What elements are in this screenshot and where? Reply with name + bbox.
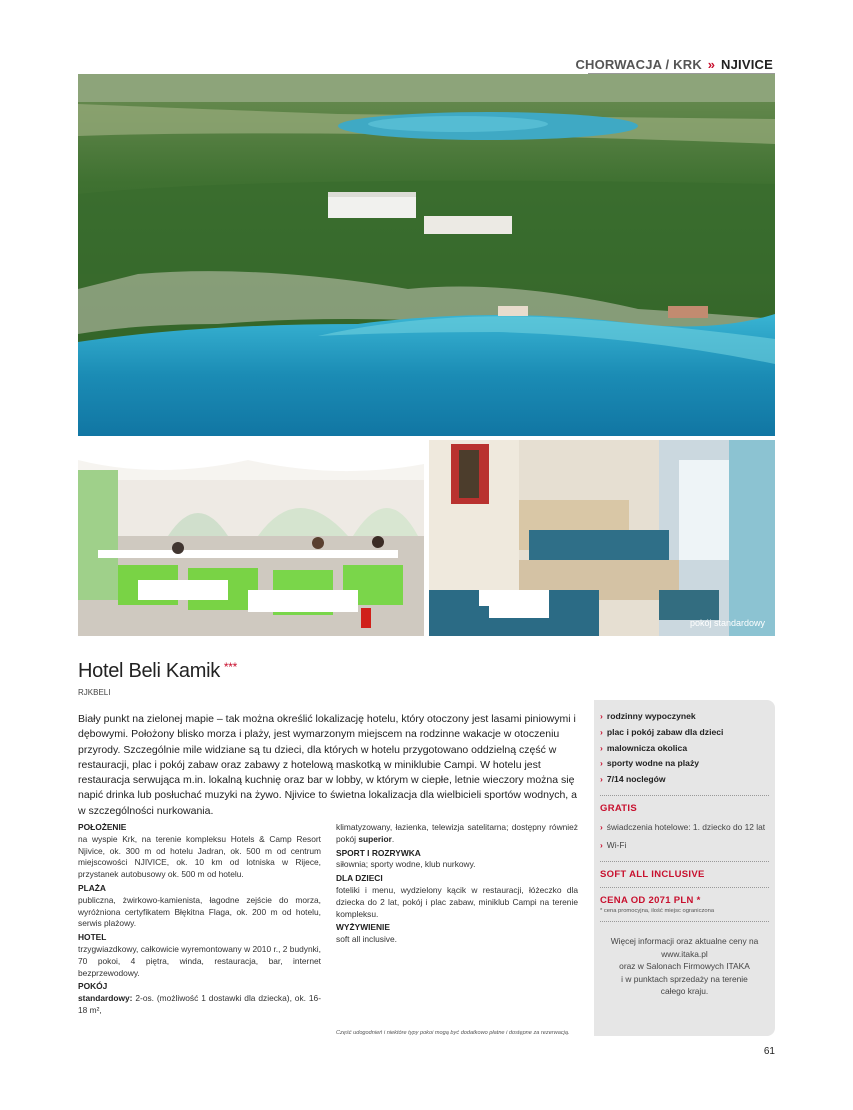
breadcrumb-place: NJIVICE (721, 57, 773, 72)
chevron-right-icon: › (600, 821, 603, 832)
price: CENA OD 2071 PLN * (600, 894, 701, 906)
aerial-photo-image (78, 74, 775, 436)
board-type: SOFT ALL INCLUSIVE (600, 868, 705, 880)
room-desc-cont: klimatyzowany, łazienka, telewizja satelitarna; dostępny również pokój (336, 822, 578, 844)
restaurant-photo-image (78, 440, 424, 636)
feature-item: › 7/14 noclegów (600, 774, 666, 785)
page-number: 61 (763, 1046, 775, 1057)
hotel-stars: *** (223, 660, 238, 674)
info-sidebar (594, 700, 775, 1036)
room-heading: POKÓJ (78, 981, 108, 992)
sport-text: siłownia; sporty wodne, klub nurkowy. (336, 859, 476, 870)
feature-item: › sporty wodne na plaży (600, 758, 700, 769)
gratis-heading: GRATIS (600, 802, 637, 814)
website-link[interactable]: www.itaka.pl (661, 948, 708, 959)
aerial-photo (78, 74, 775, 436)
chevron-right-icon: › (600, 711, 603, 721)
restaurant-photo (78, 440, 424, 636)
room-text-cont (336, 822, 578, 846)
hotel-text: trzygwiazdkowy, całkowicie wyremontowany w 2010 r., 2 budynki, 70 pokoi, 4 piętra, winda, restauracja, bar, internet bezprzewodowy. (78, 943, 321, 978)
sport-heading: SPORT I ROZRYWKA (336, 847, 421, 858)
dotted-divider (600, 921, 769, 922)
room-desc-end: . (391, 833, 395, 844)
board-text: soft all inclusive. (336, 934, 397, 945)
room-type: standardowy: (78, 993, 133, 1004)
more-info: Więcej informacji oraz aktualne ceny na www.itaka.pl oraz w Salonach Firmowych ITAKA i w punktach sprzedaży na terenie całego kraju. (594, 929, 775, 998)
gratis-list (600, 818, 775, 854)
chevron-right-icon: › (600, 774, 603, 785)
room-text (78, 993, 321, 1017)
breadcrumb-region: CHORWACJA / KRK (575, 57, 702, 72)
location-heading: POŁOŻENIE (78, 822, 127, 832)
room-superior: superior (358, 833, 392, 844)
hotel-name: Hotel Beli Kamik (78, 660, 220, 682)
beach-heading: PLAŻA (78, 882, 106, 893)
hotel-code: RJKBELI (78, 688, 111, 697)
feature-item: › plac i pokój zabaw dla dzieci (600, 726, 724, 737)
details-column-mid (336, 822, 578, 948)
room-desc: 2-os. (możliwość 1 dostawki dla dziecka), ok. 16-18 m², (78, 993, 321, 1015)
chevron-right-icon: › (600, 758, 603, 769)
hotel-title (78, 660, 237, 683)
board-heading: WYŻYWIENIE (336, 922, 390, 933)
footnote: Część udogodnień i niektóre typy pokoi mogą być dodatkowo płatne i dostępne za rezerwacją. (336, 1030, 570, 1036)
price-note: * cena promocyjna, ilość miejsc ograniczona (600, 907, 715, 914)
location-text: na wyspie Krk, na terenie kompleksu Hotels & Camp Resort Njivice, ok. 300 m od hotelu Jadran, ok. 500 m od centrum miejscowości NJIVICE, ok. 10 km od lotniska w Rijece, przystanek autobusowy ok. 500 m od hotelu. (78, 833, 321, 880)
hotel-heading: HOTEL (78, 932, 107, 943)
dotted-divider (600, 887, 769, 888)
feature-list (594, 700, 775, 788)
room-caption: pokój standardowy (689, 618, 765, 628)
feature-item: › malownicza okolica (600, 742, 688, 753)
dotted-divider (600, 795, 769, 796)
feature-item: › rodzinny wypoczynek (600, 711, 696, 721)
kids-heading: DLA DZIECI (336, 873, 383, 884)
room-photo-image (429, 440, 775, 636)
dotted-divider (600, 861, 769, 862)
intro-paragraph: Biały punkt na zielonej mapie – tak można określić lokalizację hotelu, który otoczony jest lasami piniowymi i dębowymi. Położony blisko morza i plaży, jest wymarzonym miejscem na rodzinne wakacje w otoczeniu przyrody. Szczególnie mile widziane są tu dzieci, dla których w hotelu przygotowano oddzielną część w restauracji, plac i pokój zabaw oraz zabawy z hotelową maskotką w miniklubie Campi. W hotelu jest restauracja serwująca m.in. lokalną kuchnię oraz bar w lobby, w którym w ciepłe, letnie wieczory można się napić drinka lub posłuchać muzyki na żywo. Njivice to świetna lokalizacja dla wielbicieli sportów wodnych, a w szczególności nurkowania. (78, 713, 577, 817)
chevron-right-icon: › (600, 839, 603, 850)
gratis-item: › Wi-Fi (600, 839, 627, 850)
gratis-item: › świadczenia hotelowe: 1. dziecko do 12 lat (600, 821, 766, 832)
chevron-right-icon: › (600, 742, 603, 753)
breadcrumb-separator: » (707, 57, 716, 72)
breadcrumb (575, 57, 773, 72)
details-column-left (78, 822, 321, 1019)
chevron-right-icon: › (600, 726, 603, 737)
room-photo (429, 440, 775, 636)
beach-text: publiczna, żwirkowo-kamienista, łagodne zejście do morza, wyróżniona certyfikatem Błękitna Flaga, ok. 200 m od hotelu, serwis plażowy. (78, 894, 321, 929)
kids-text: foteliki i menu, wydzielony kącik w restauracji, łóżeczko dla dziecka do 2 lat, pokój i plac zabaw, miniklub Campi na terenie kompleksu. (336, 884, 578, 919)
